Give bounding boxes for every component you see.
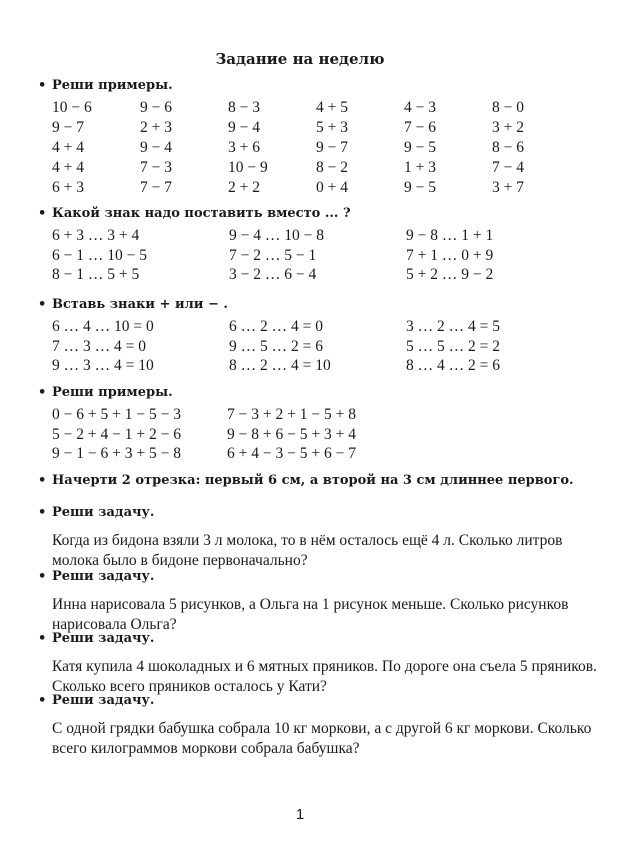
example-item: 10 − 9	[228, 159, 268, 176]
example-item: 9 − 5	[404, 179, 436, 196]
example-item: 9 − 4	[140, 139, 172, 156]
section-heading: Реши задачу.	[52, 505, 155, 520]
example-item: 8 … 2 … 4 = 10	[229, 357, 331, 374]
problem-text: Инна нарисовала 5 рисунков, а Ольга на 1 рисунок меньше. Сколько рисунков нарисовала Ольга?	[52, 596, 569, 633]
example-item: 9 … 5 … 2 = 6	[229, 337, 323, 355]
examples-grid	[52, 226, 598, 285]
example-item: 4 + 4	[52, 159, 84, 176]
bullet-icon: •	[38, 473, 47, 488]
example-item: 9 − 7	[52, 119, 84, 136]
example-item: 6 − 1 … 10 − 5	[52, 246, 147, 264]
example-item: 9 − 4	[228, 119, 260, 136]
example-item: 10 − 6	[52, 99, 92, 116]
section-heading: Реши задачу.	[52, 631, 155, 646]
bullet-icon: •	[38, 385, 47, 400]
example-item: 7 − 3	[140, 159, 172, 176]
bullet-icon: •	[38, 569, 47, 584]
bullet-icon: •	[38, 505, 47, 520]
example-item: 5 … 5 … 2 = 2	[406, 337, 500, 355]
example-item: 6 + 3 … 3 + 4	[52, 227, 140, 244]
example-item: 3 … 2 … 4 = 5	[406, 318, 500, 335]
section-insert-signs	[38, 296, 598, 376]
example-item: 7 − 3 + 2 + 1 − 5 + 8	[227, 406, 356, 423]
example-item: 5 + 2 … 9 − 2	[406, 266, 494, 283]
example-item: 6 … 4 … 10 = 0	[52, 318, 154, 335]
example-item: 9 … 3 … 4 = 10	[52, 357, 154, 374]
example-item: 3 − 2 … 6 − 4	[229, 266, 317, 283]
example-item: 8 − 3	[228, 99, 260, 116]
example-item: 6 … 2 … 4 = 0	[229, 318, 323, 335]
example-item: 5 − 2 + 4 − 1 + 2 − 6	[52, 425, 181, 443]
section-segments	[38, 472, 598, 490]
example-item: 7 − 6	[404, 119, 436, 136]
section-heading: Реши задачу.	[52, 693, 155, 708]
example-item: 3 + 2	[492, 119, 524, 136]
example-item: 8 … 4 … 2 = 6	[406, 357, 500, 374]
example-item: 8 − 1 … 5 + 5	[52, 266, 140, 283]
section-heading: Вставь знаки + или − .	[52, 297, 228, 312]
examples-grid	[52, 405, 598, 464]
example-item: 9 − 5	[404, 139, 436, 156]
example-item: 2 + 2	[228, 179, 260, 196]
example-item: 7 − 7	[140, 179, 172, 196]
example-item: 9 − 4 … 10 − 8	[229, 227, 324, 244]
section-problem-1	[38, 504, 598, 571]
example-item: 0 + 4	[316, 179, 348, 196]
examples-grid	[52, 317, 598, 376]
bullet-icon: •	[38, 206, 47, 221]
section-heading: Начерти 2 отрезка: первый 6 см, а второй на 3 см длиннее первого.	[52, 473, 574, 488]
example-item: 2 + 3	[140, 119, 172, 136]
section-heading: Реши примеры.	[52, 78, 173, 93]
example-item: 8 − 2	[316, 159, 348, 176]
example-item: 7 − 4	[492, 159, 524, 176]
section-problem-2	[38, 568, 598, 635]
example-item: 7 … 3 … 4 = 0	[52, 337, 146, 355]
section-heading: Реши задачу.	[52, 569, 155, 584]
section-heading: Какой знак надо поставить вместо ... ?	[52, 206, 351, 221]
example-item: 1 + 3	[404, 159, 436, 176]
section-compare	[38, 205, 598, 285]
section-examples-1	[38, 77, 598, 198]
examples-grid	[52, 98, 598, 198]
example-item: 7 − 2 … 5 − 1	[229, 246, 317, 264]
bullet-icon: •	[38, 297, 47, 312]
problem-text: Катя купила 4 шоколадных и 6 мятных пряников. По дороге она съела 5 пряников. Сколько всего пряников осталось у Кати?	[52, 658, 597, 695]
example-item: 5 + 3	[316, 119, 348, 136]
example-item: 9 − 8 + 6 − 5 + 3 + 4	[227, 425, 356, 443]
section-problem-4	[38, 692, 598, 759]
example-item: 6 + 4 − 3 − 5 + 6 − 7	[227, 445, 356, 462]
bullet-icon: •	[38, 78, 47, 93]
example-item: 0 − 6 + 5 + 1 − 5 − 3	[52, 406, 181, 423]
example-item: 4 + 4	[52, 139, 84, 156]
example-item: 8 − 0	[492, 99, 524, 116]
bullet-icon: •	[38, 693, 47, 708]
example-item: 7 + 1 … 0 + 9	[406, 246, 494, 264]
section-heading: Реши примеры.	[52, 385, 173, 400]
example-item: 9 − 6	[140, 99, 172, 116]
example-item: 4 − 3	[404, 99, 436, 116]
example-item: 9 − 8 … 1 + 1	[406, 227, 494, 244]
page-title: Задание на неделю	[215, 50, 385, 68]
section-examples-2	[38, 384, 598, 464]
example-item: 9 − 1 − 6 + 3 + 5 − 8	[52, 445, 181, 462]
example-item: 3 + 7	[492, 179, 524, 196]
problem-text: Когда из бидона взяли 3 л молока, то в нём осталось ещё 4 л. Сколько литров молока было в бидоне первоначально?	[52, 532, 563, 569]
example-item: 8 − 6	[492, 139, 524, 156]
example-item: 9 − 7	[316, 139, 348, 156]
example-item: 3 + 6	[228, 139, 260, 156]
section-problem-3	[38, 630, 598, 697]
bullet-icon: •	[38, 631, 47, 646]
example-item: 4 + 5	[316, 99, 348, 116]
page-number: 1	[295, 806, 305, 823]
example-item: 6 + 3	[52, 179, 84, 196]
problem-text: С одной грядки бабушка собрала 10 кг моркови, а с другой 6 кг моркови. Сколько всего килограммов моркови собрала бабушка?	[52, 720, 592, 757]
